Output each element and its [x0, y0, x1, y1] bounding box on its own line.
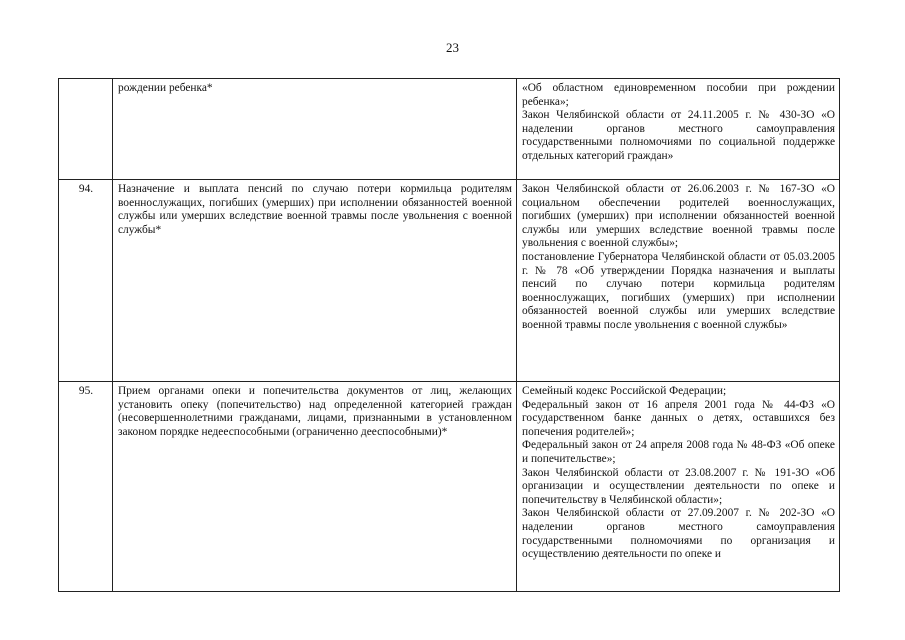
legal-basis-item: Федеральный закон от 24 апреля 2008 года № 48-ФЗ «Об опеке и попечительстве»;	[522, 439, 835, 465]
service-description: Назначение и выплата пенсий по случаю потери кормильца родителям военнослужащих, погибших (умерших) при исполнении обязанностей военной службы или умерших вследствие военной травмы после увольнения с военной службы*	[113, 180, 517, 382]
legal-basis-item: Закон Челябинской области от 24.11.2005 г. № 430-ЗО «О наделении органов местного самоуправления государственными полномочиями по социальной поддержке отдельных категорий граждан»	[522, 109, 835, 162]
table-row	[59, 382, 840, 592]
legal-basis	[517, 382, 840, 592]
service-description: рождении ребенка*	[113, 79, 517, 180]
legal-basis-item: постановление Губернатора Челябинской области от 05.03.2005 г. № 78 «Об утверждении Порядка назначения и выплаты пенсий по случаю потери кормильца родителям военнослужащих, погибших (умерших) при исполнении обязанностей военной службы или умерших вследствие военной травмы после увольнения с военной службы»	[522, 250, 835, 331]
service-description: Прием органами опеки и попечительства документов от лиц, желающих установить опеку (попечительство) над определенной категорией граждан (несовершеннолетними гражданами, лицами, признанными в установленном законом порядке недееспособными (ограниченно дееспособными)*	[113, 382, 517, 592]
legal-basis-item: Закон Челябинской области от 27.09.2007 г. № 202-ЗО «О наделении органов местного самоуправления государственными полномочиями по организация и осуществлению деятельности по опеке и	[522, 507, 835, 561]
legal-basis-item: «Об областном единовременном пособии при рождении ребенка»;	[522, 82, 835, 108]
legal-basis	[517, 180, 840, 382]
legal-basis-item: Закон Челябинской области от 26.06.2003 г. № 167-ЗО «О социальном обеспечении родителей военнослужащих, погибших (умерших) при исполнении обязанностей военной службы или умерших вследствие военной травмы после увольнения с военной службы»;	[522, 183, 835, 250]
row-number: 94.	[59, 180, 113, 382]
row-number: 95.	[59, 382, 113, 592]
page-number: 23	[446, 40, 459, 55]
legal-basis	[517, 79, 840, 180]
legal-basis-item: Закон Челябинской области от 23.08.2007 г. № 191-ЗО «Об организации и осуществлении деятельности по опеке и попечительству в Челябинской области»;	[522, 466, 835, 506]
legal-basis-item: Федеральный закон от 16 апреля 2001 года № 44-ФЗ «О государственном банке данных о детях, оставшихся без попечения родителей»;	[522, 398, 835, 438]
row-number	[59, 79, 113, 180]
table-row	[59, 79, 840, 180]
table-row	[59, 180, 840, 382]
services-table	[58, 78, 840, 592]
legal-basis-item: Семейный кодекс Российской Федерации;	[522, 385, 727, 397]
